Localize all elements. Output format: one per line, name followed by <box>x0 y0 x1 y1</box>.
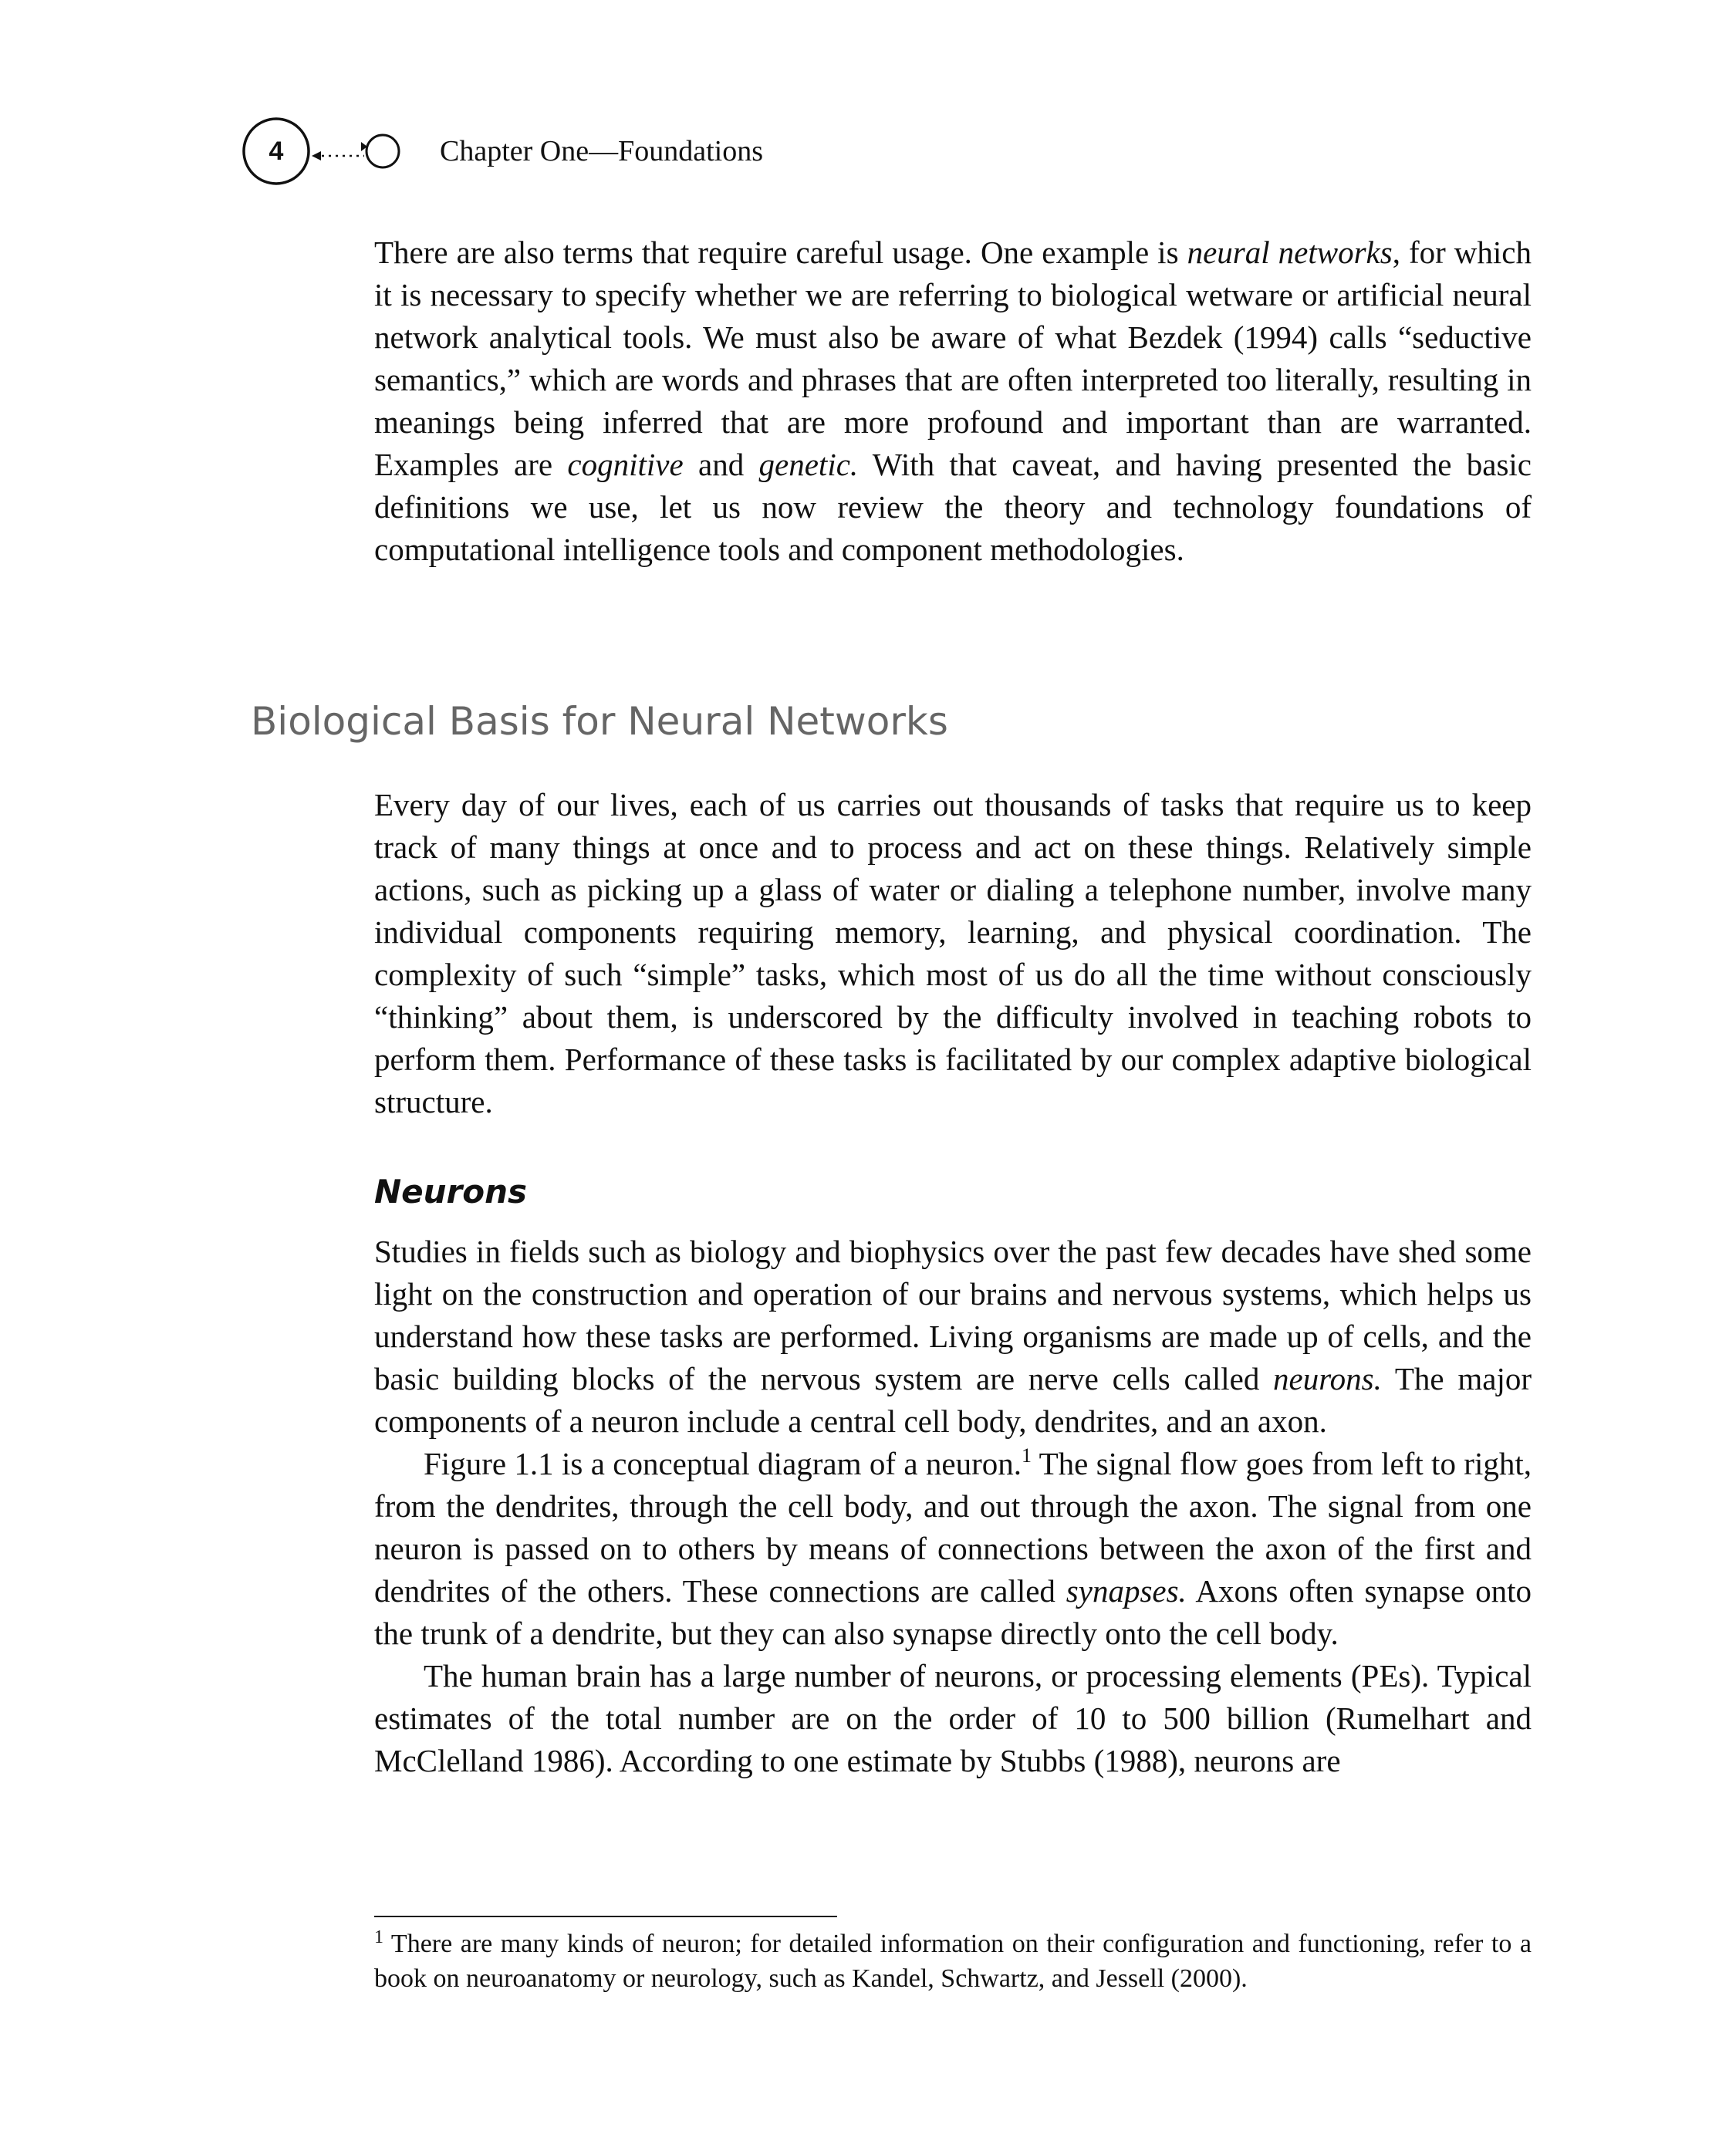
footnote-divider <box>374 1916 837 1917</box>
neurons-paragraph-3: The human brain has a large number of neurons, or processing elements (PEs). Typical estimates of the total number are on the order of 10 to 500 billion (Rumelhart and McClelland 1986). According to one estimate by Stubbs (1988), neurons are <box>374 1658 1532 1778</box>
footnote-marker: 1 <box>374 1927 383 1947</box>
intro-text <box>374 231 1532 571</box>
neurons-text <box>374 1231 1532 1782</box>
term-cognitive: cognitive <box>567 447 684 482</box>
footnote-text: There are many kinds of neuron; for detailed information on their configuration and functioning, refer to a book on neuroanatomy or neurology, such as Kandel, Schwartz, and Jessell (2000). <box>374 1930 1532 1993</box>
neurons-paragraph-2: Figure 1.1 is a conceptual diagram of a neuron.$^1$ The signal flow goes from left to right, from the dendrites, through the cell body, and out through the axon. The signal from one neuron is passed on to others by means of connections between the axon of the first and dendrites of the others. These connections are called synapses. Axons often synapse onto the trunk of a dendrite, but they can also synapse directly onto the cell body. <box>374 1444 1532 1651</box>
running-header <box>231 108 926 201</box>
neurons-paragraph-1: Studies in fields such as biology and biophysics over the past few decades have shed some light on the construction and operation of our brains and nervous systems, which helps us understand how these tasks are performed. Living organisms are made up of cells, and the basic building blocks of the nervous system are nerve cells called neurons. The major components of a neuron include a central cell body, dendrites, and an axon. <box>374 1234 1532 1439</box>
section-text <box>374 784 1532 1123</box>
footnote <box>374 1927 1532 1996</box>
term-neurons: neurons. <box>1273 1361 1382 1396</box>
running-head-title: Chapter One—Foundations <box>440 135 764 167</box>
subsection-heading-neurons: Neurons <box>374 1173 528 1211</box>
section-paragraph: Every day of our lives, each of us carries out thousands of tasks that require us to keep track of many things at once and to process and act on these things. Relatively simple actions, such as picking up a glass of water or dialing a telephone number, involve many individual components requiring memory, learning, and physical coordination. The complexity of such “simple” tasks, which most of us do all the time without consciously “thinking” about them, is underscored by the difficulty involved in teaching robots to perform them. Performance of these tasks is facilitated by our complex adaptive biological structure. <box>374 787 1532 1119</box>
term-synapses: synapses. <box>1066 1573 1187 1609</box>
footnote-reference[interactable]: 1 <box>1022 1444 1032 1467</box>
section-heading: Biological Basis for Neural Networks <box>251 699 948 744</box>
term-genetic: genetic. <box>758 447 859 482</box>
page-number: 4 <box>269 137 284 166</box>
term-neural-networks: neural networks <box>1187 235 1393 270</box>
intro-paragraph: There are also terms that require careful usage. One example is neural networks, for which it is necessary to specify whether we are referring to biological wetware or artificial neural network analytical tools. We must also be aware of what Bezdek (1994) calls “seductive semantics,” which are words and phrases that are often interpreted too literally, resulting in meanings being inferred that are more profound and important than are warranted. Examples are cognitive and genetic. With that caveat, and having presented the basic definitions we use, let us now review the theory and technology foundations of computational intelligence tools and component methodologies. <box>374 235 1532 567</box>
